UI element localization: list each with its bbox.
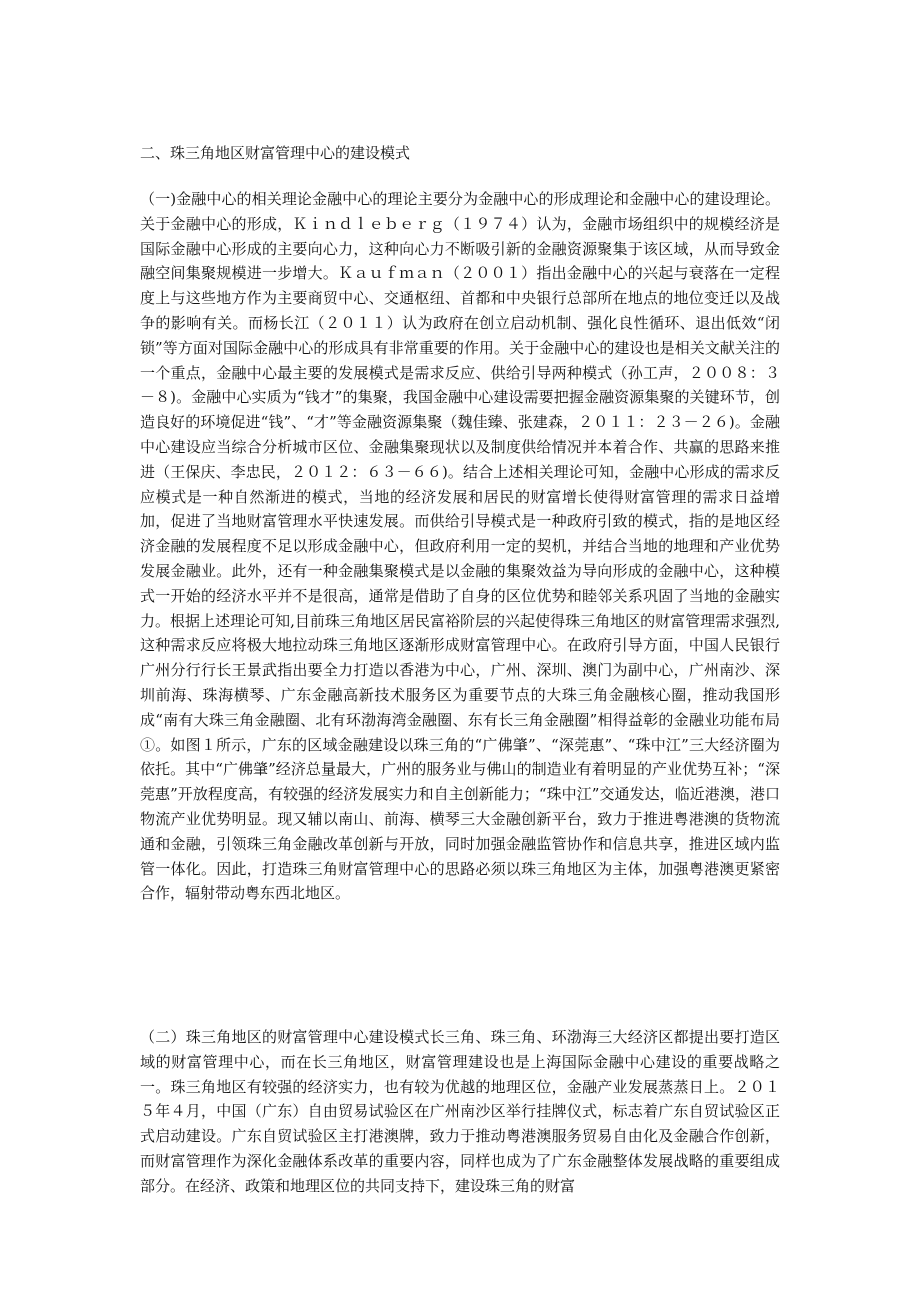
paragraph-prd-wealth-center-model: （二）珠三角地区的财富管理中心建设模式长三角、珠三角、环渤海三大经济区都提出要打造区域的财富管理中心，而在长三角地区，财富管理建设也是上海国际金融中心建设的重要战略之一。珠三角地区有较强的经济实力，也有较为优越的地理区位，金融产业发展蒸蒸日上。２０１５年４月，中国（广东）自由贸易试验区在广州南沙区举行挂牌仪式，标志着广东自贸试验区正式启动建设。广东自贸试验区主打港澳牌，致力于推动粤港澳服务贸易自由化及金融合作创新，而财富管理作为深化金融体系改革的重要内容，同样也成为了广东金融整体发展战略的重要组成部分。在经济、政策和地理区位的共同支持下，建设珠三角的财富	[140, 1028, 780, 1195]
paragraph-financial-center-theory: （一)金融中心的相关理论金融中心的理论主要分为金融中心的形成理论和金融中心的建设理论。关于金融中心的形成，Ｋｉｎｄｌｅｂｅｒｇ（１９７４）认为，金融市场组织中的规模经济是国际金融中心形成的主要向心力，这种向心力不断吸引新的金融资源聚集于该区域，从而导致金融空间集聚规模进一步增大。Ｋａｕｆｍａｎ（２００１）指出金融中心的兴起与衰落在一定程度上与这些地方作为主要商贸中心、交通枢纽、首都和中央银行总部所在地点的地位变迁以及战争的影响有关。而杨长江（２０１１）认为政府在创立启动机制、强化良性循环、退出低效“闭锁”等方面对国际金融中心的形成具有非常重要的作用。关于金融中心的建设也是相关文献关注的一个重点，金融中心最主要的发展模式是需求反应、供给引导两种模式（孙工声，２００８：３－８)。金融中心实质为“钱才”的集聚，我国金融中心建设需要把握金融资源集聚的关键环节，创造良好的环境促进“钱”、“才”等金融资源集聚（魏佳臻、张建森，２０１１：２３－２６)。金融中心建设应当综合分析城市区位、金融集聚现状以及制度供给情况并本着合作、共赢的思路来推进（王保庆、李忠民，２０１２：６３－６６)。结合上述相关理论可知，金融中心形成的需求反应模式是一种自然渐进的模式，当地的经济发展和居民的财富增长使得财富管理的需求日益增加，促进了当地财富管理水平快速发展。而供给引导模式是一种政府引致的模式，指的是地区经济金融的发展程度不足以形成金融中心，但政府利用一定的契机，并结合当地的地理和产业优势发展金融业。此外，还有一种金融集聚模式是以金融的集聚效益为导向形成的金融中心，这种模式一开始的经济水平并不是很高，通常是借助了自身的区位优势和睦邻关系巩固了当地的金融实力。根据上述理论可知,目前珠三角地区居民富裕阶层的兴起使得珠三角地区的财富管理需求强烈,这种需求反应将极大地拉动珠三角地区逐渐形成财富管理中心。在政府引导方面，中国人民银行广州分行行长王景武指出要全力打造以香港为中心，广州、深圳、澳门为副中心，广州南沙、深圳前海、珠海横琴、广东金融高新技术服务区为重要节点的大珠三角金融核心圈，推动我国形成“南有大珠三角金融圈、北有环渤海湾金融圈、东有长三角金融圈”相得益彰的金融业功能布局①。如图１所示，广东的区域金融建设以珠三角的“广佛肇”、“深莞惠”、“珠中江”三大经济圈为依托。其中“广佛肇”经济总量最大，广州的服务业与佛山的制造业有着明显的产业优势互补；“深莞惠”开放程度高，有较强的经济发展实力和自主创新能力；“珠中江”交通发达，临近港澳，港口物流产业优势明显。现又辅以南山、前海、横琴三大金融创新平台，致力于推进粤港澳的货物流通和金融，引领珠三角金融改革创新与开放，同时加强金融监管协作和信息共享，推进区域内监管一体化。因此，打造珠三角财富管理中心的思路必须以珠三角地区为主体，加强粤港澳更紧密合作，辐射带动粤东西北地区。	[140, 190, 780, 903]
section-heading: 二、珠三角地区财富管理中心的建设模式	[140, 144, 411, 162]
